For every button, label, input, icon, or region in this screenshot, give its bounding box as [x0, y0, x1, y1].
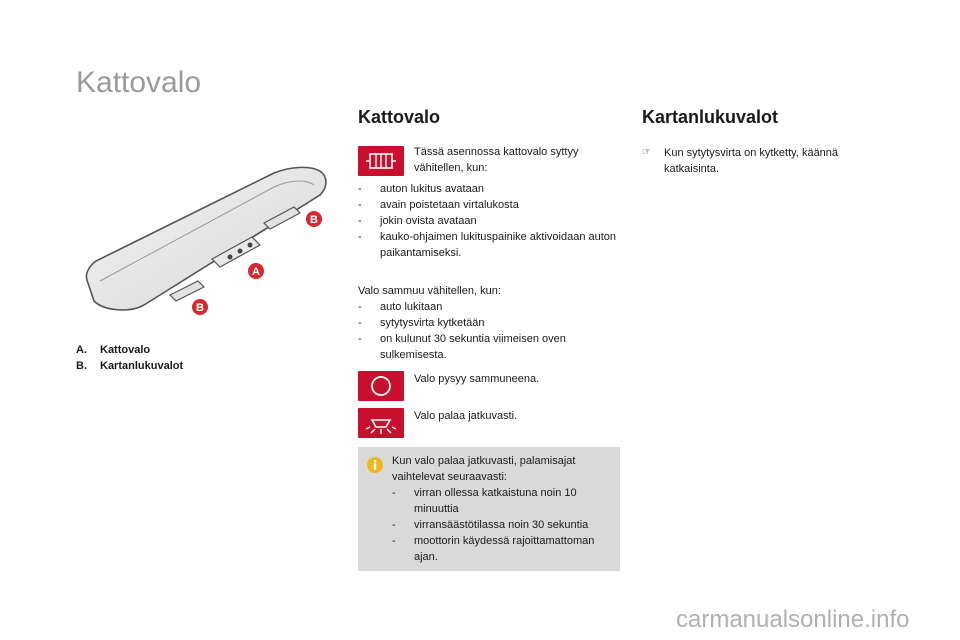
- section-heading-kattovalo: Kattovalo: [358, 107, 441, 127]
- list-item: - virran ollessa katkaistuna noin 10 minuuttia: [392, 487, 577, 515]
- list-item: - auton lukitus avataan: [358, 183, 484, 195]
- svg-text:B: B: [196, 302, 204, 314]
- list-item: - on kulunut 30 sekuntia viimeisen oven sulkemisesta.: [358, 333, 566, 361]
- off-mode-icon: [358, 371, 404, 401]
- legend-item-b: B. Kartanlukuvalot: [76, 360, 184, 372]
- legend-item-a: A. Kattovalo: [76, 344, 151, 356]
- door-mode-text: Tässä asennossa kattovalo syttyy vähitellen, kun:: [414, 146, 579, 174]
- info-list: [392, 485, 612, 565]
- svg-text:A: A: [252, 266, 260, 278]
- info-intro: Kun valo palaa jatkuvasti, palamisajat vaihtelevat seuraavasti:: [392, 455, 576, 483]
- off-conditions-list: [358, 299, 620, 363]
- legend: [76, 342, 183, 374]
- roof-light-illustration: [84, 165, 334, 325]
- off-intro-text: Valo sammuu vähitellen, kun:: [358, 285, 501, 297]
- info-box: [358, 447, 620, 571]
- on-mode-icon: [358, 408, 404, 438]
- on-conditions-list: [358, 181, 620, 261]
- list-item: - virransäästötilassa noin 30 sekuntia: [392, 519, 589, 531]
- door-mode-icon: [358, 146, 404, 176]
- list-item: - jokin ovista avataan: [358, 215, 477, 227]
- svg-text:B: B: [310, 214, 318, 226]
- list-item: - sytytysvirta kytketään: [358, 317, 485, 329]
- info-text: [392, 453, 612, 565]
- list-item: - avain poistetaan virtalukosta: [358, 199, 519, 211]
- pointer-icon: ☞: [642, 147, 651, 158]
- info-icon: [367, 457, 383, 473]
- watermark: carmanualsonline.info: [676, 606, 910, 633]
- off-mode-text: Valo pysyy sammuneena.: [414, 373, 540, 385]
- on-mode-text: Valo palaa jatkuvasti.: [414, 410, 518, 422]
- list-item: - moottorin käydessä rajoittamattoman ajan.: [392, 535, 595, 563]
- section-heading-kartanlukuvalot: Kartanlukuvalot: [642, 107, 779, 127]
- list-item: - kauko-ohjaimen lukituspainike aktivoidaan auton paikantamiseksi.: [358, 231, 617, 259]
- list-item: - auto lukitaan: [358, 301, 443, 313]
- page-title: Kattovalo: [76, 66, 202, 99]
- reading-lamp-instruction: ☞ Kun sytytysvirta on kytketty, käännä katkaisinta.: [642, 147, 839, 175]
